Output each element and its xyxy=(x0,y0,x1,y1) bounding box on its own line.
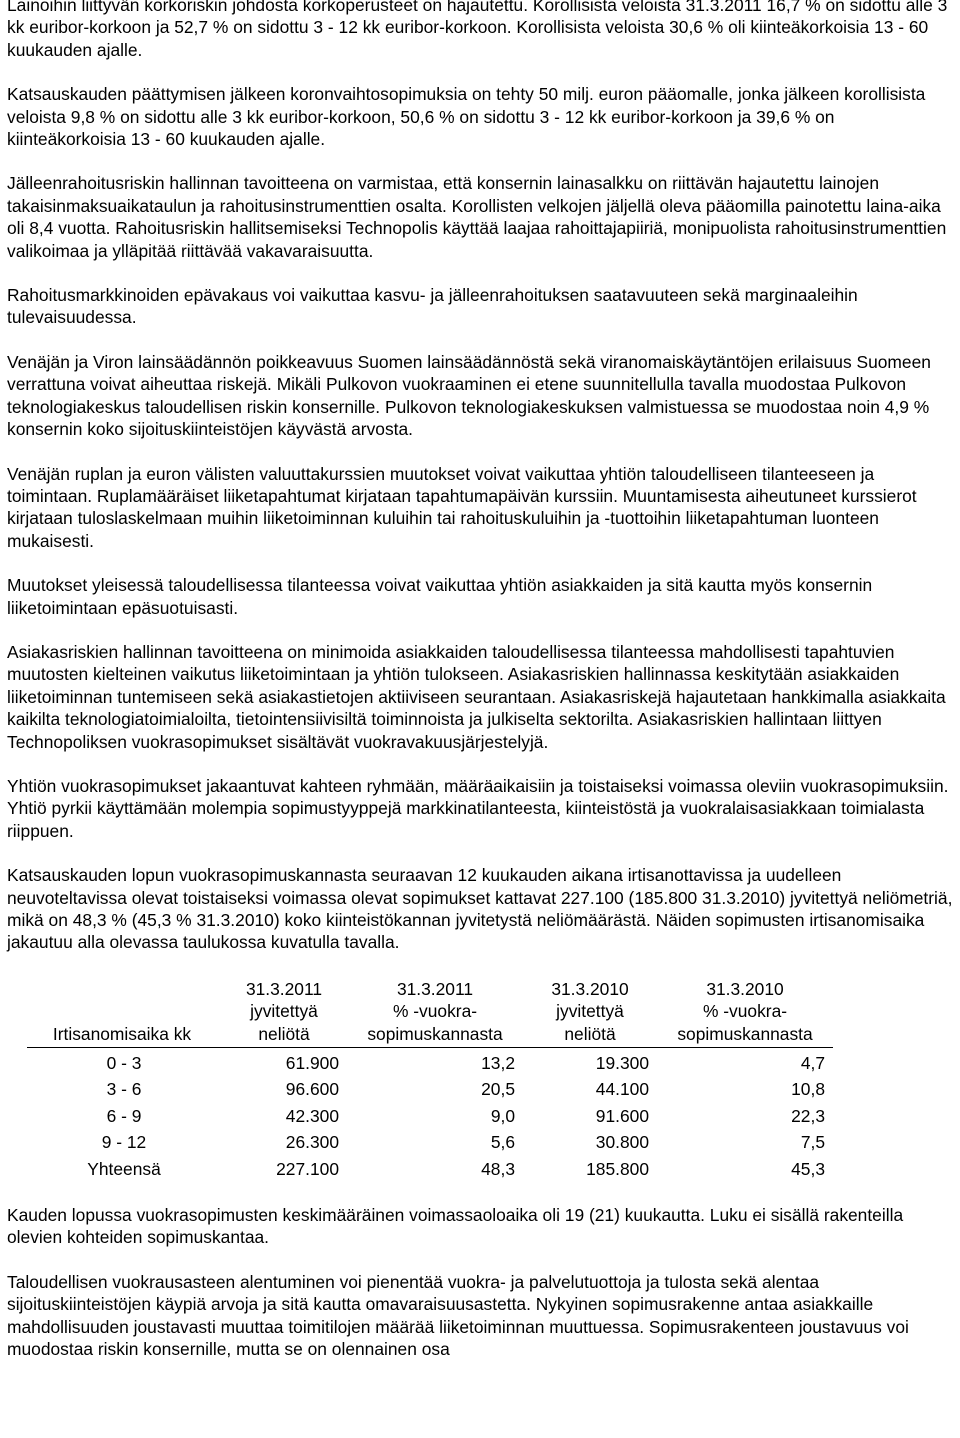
paragraph-currency-risk: Venäjän ruplan ja euron välisten valuuttakurssien muutokset voivat vaikuttaa yhtiön taloudelliseen tilanteeseen ja toimintaan. Ruplamääräiset liiketapahtumat kirjataan tapahtumapäivän kurssiin. Muuntamisesta aiheutuneet kurssierot kirjataan tuloslaskelmaan muihin liiketoiminnan kuluihin tai rahoituskuluihin ja -tuottoihin liiketapahtuman luonteen mukaisesti. xyxy=(7,463,917,551)
paragraph-interest-rate-risk: Lainoihin liittyvän korkoriskin johdosta korkoperusteet on hajautettu. Korollisista veloista 31.3.2011 16,7 % on sidottu alle 3 kk euribor-korkoon ja 52,7 % on sidottu 3 - 12 kk euribor-korkoon. Korollisista veloista 30,6 % oli kiinteäkorkoisia 13 - 60 kuukauden ajalle. xyxy=(7,0,948,60)
table-row xyxy=(27,1076,833,1102)
cell-period: 0 - 3 xyxy=(106,1053,142,1074)
paragraph-lease-portfolio: Katsauskauden lopun vuokrasopimuskannasta seuraavan 12 kuukauden aikana irtisanottavissa ja uudelleen neuvoteltavissa olevat toistaiseksi voimassa olevat sopimukset kattavat 227.100 (185.800 31.3.2010) jyvitettyä neliömetriä, mikä on 48,3 % (45,3 % 31.3.2010) koko kiinteistökannan jyvitetystä neliömäärästä. Näiden sopimusten irtisanomisaika jakautuu alla olevassa taulukossa kuvatulla tavalla. xyxy=(7,865,953,953)
paragraph-interest-swaps: Katsauskauden päättymisen jälkeen koronvaihtosopimuksia on tehty 50 milj. euron pääomalle, jonka jälkeen korollisista veloista 9,8 % on sidottu alle 3 kk euribor-korkoon, 50,6 % on sidottu 3 - 12 kk euribor-korkoon ja 39,6 % on kiinteäkorkoisia 13 - 60 kuukauden ajalle. xyxy=(7,84,926,150)
cell-2010-sqm: 91.600 xyxy=(595,1105,649,1126)
paragraph-refinancing-risk: Jälleenrahoitusriskin hallinnan tavoitteena on varmistaa, että konsernin lainasalkku on riittävän hajautettu lainojen takaisinmaksuaikataulun ja rahoitusinstrumenttien osalta. Korollisten velkojen jäljellä oleva pääomilla painotettu laina-aika oli 8,4 vuotta. Rahoitusriskin hallitsemiseksi Technopolis käyttää laajaa rahoittajapiiriä, monipuolista rahoitusinstrumenttien valikoimaa ja ylläpitää riittävää vakavaraisuutta. xyxy=(7,173,947,261)
paragraph-russia-estonia-legislation: Venäjän ja Viron lainsäädännön poikkeavuus Suomen lainsäädännöstä sekä viranomaiskäytäntöjen erilaisuus Suomeen verrattuna voivat aiheuttaa riskejä. Mikäli Pulkovon vuokraaminen ei etene suunnitellulla tavalla muodostaa Pulkovon teknologiakeskus taloudellisen riskin konsernille. Pulkovon teknologiakeskuksen valmistuessa se muodostaa noin 4,9 % konsernin koko sijoituskiinteistöjen käyvästä arvosta. xyxy=(7,351,931,440)
cell-2010-share: 4,7 xyxy=(800,1053,825,1074)
cell-2010-share: 10,8 xyxy=(791,1079,825,1100)
table-total-row xyxy=(27,1156,833,1182)
cell-period: 6 - 9 xyxy=(106,1105,142,1126)
cell-period: 9 - 12 xyxy=(101,1132,147,1153)
cell-2010-sqm: 19.300 xyxy=(595,1053,649,1074)
cell-2011-share: 9,0 xyxy=(490,1105,515,1126)
cell-2010-share: 22,3 xyxy=(791,1105,825,1126)
cell-total-2011-share: 48,3 xyxy=(481,1158,515,1179)
table-row xyxy=(27,1048,833,1077)
termination-period-table-wrap xyxy=(7,976,954,1182)
cell-total-label: Yhteensä xyxy=(87,1158,161,1179)
paragraph-economic-situation: Muutokset yleisessä taloudellisessa tilanteessa voivat vaikuttaa yhtiön asiakkaiden ja sitä kautta myös konsernin liiketoimintaan epäsuotuisasti. xyxy=(7,575,873,618)
cell-2011-sqm: 96.600 xyxy=(285,1079,339,1100)
cell-2010-share: 7,5 xyxy=(800,1132,825,1153)
cell-2011-sqm: 26.300 xyxy=(285,1132,339,1153)
header-2010-weighted-sqm: 31.3.2010 jyvitettyä neliötä xyxy=(551,978,629,1044)
paragraph-customer-risk: Asiakasriskien hallinnan tavoitteena on minimoida asiakkaiden taloudellisessa tilanteessa mahdollisesti tapahtuvien muutosten kielteinen vaikutus liiketoimintaan ja yhtiön tulokseen. Asiakasriskien hallinnassa keskitytään asiakkaiden liiketoiminnan tuntemiseen sekä asiakastietojen aktiiviseen seurantaan. Asiakasriskejä hajautetaan hankkimalla asiakkaita kaikilta teknologiatoimialoilta, tietointensiivisiltä toiminnoista ja julkiselta sektorilta. Asiakasriskien hallintaan liittyen Technopoliksen vuokrasopimukset sisältävät vuokravakuusjärjestelyjä. xyxy=(7,641,946,752)
cell-2011-share: 5,6 xyxy=(490,1132,515,1153)
table-header-row xyxy=(27,976,833,1048)
termination-period-table xyxy=(27,976,833,1182)
paragraph-market-instability: Rahoitusmarkkinoiden epävakaus voi vaikuttaa kasvu- ja jälleenrahoituksen saatavuuteen sekä marginaaleihin tulevaisuudessa. xyxy=(7,285,858,328)
header-termination-period: Irtisanomisaika kk xyxy=(52,1023,192,1044)
cell-2011-share: 13,2 xyxy=(481,1053,515,1074)
cell-total-2010-sqm: 185.800 xyxy=(586,1158,649,1179)
table-row xyxy=(27,1103,833,1129)
paragraph-average-lease-term: Kauden lopussa vuokrasopimusten keskimääräinen voimassaoloaika oli 19 (21) kuukautta. Luku ei sisällä rakenteilla olevien kohteiden sopimuskantaa. xyxy=(7,1205,904,1248)
paragraph-lease-agreements: Yhtiön vuokrasopimukset jakaantuvat kahteen ryhmään, määräaikaisiin ja toistaiseksi voimassa oleviin vuokrasopimuksiin. Yhtiö pyrkii käyttämään molempia sopimustyyppejä markkinatilanteesta, kiinteistöstä ja vuokralaisasiakkaan toimialasta riippuen. xyxy=(7,775,949,841)
cell-total-2010-share: 45,3 xyxy=(791,1158,825,1179)
table-row xyxy=(27,1129,833,1155)
header-2011-lease-share: 31.3.2011 % -vuokra- sopimuskannasta xyxy=(367,978,503,1044)
cell-total-2011-sqm: 227.100 xyxy=(276,1158,339,1179)
cell-2011-share: 20,5 xyxy=(481,1079,515,1100)
paragraph-occupancy-rate: Taloudellisen vuokrausasteen alentuminen voi pienentää vuokra- ja palvelutuottoja ja tulosta sekä alentaa sijoituskiinteistöjen käypiä arvoja ja sitä kautta omavaraisuusastetta. Nykyinen sopimusrakenne antaa asiakkaille mahdollisuuden joustavasti muuttaa toimitilojen määrää liiketoiminnan muuttuessa. Sopimusrakenteen joustavuus voi muodostaa riskin konsernille, mutta se on olennainen osa xyxy=(7,1271,909,1360)
header-2011-weighted-sqm: 31.3.2011 jyvitettyä neliötä xyxy=(245,978,323,1044)
header-2010-lease-share: 31.3.2010 % -vuokra- sopimuskannasta xyxy=(677,978,813,1044)
cell-2010-sqm: 30.800 xyxy=(595,1132,649,1153)
cell-2011-sqm: 42.300 xyxy=(285,1105,339,1126)
cell-period: 3 - 6 xyxy=(106,1079,142,1100)
cell-2011-sqm: 61.900 xyxy=(285,1053,339,1074)
cell-2010-sqm: 44.100 xyxy=(595,1079,649,1100)
